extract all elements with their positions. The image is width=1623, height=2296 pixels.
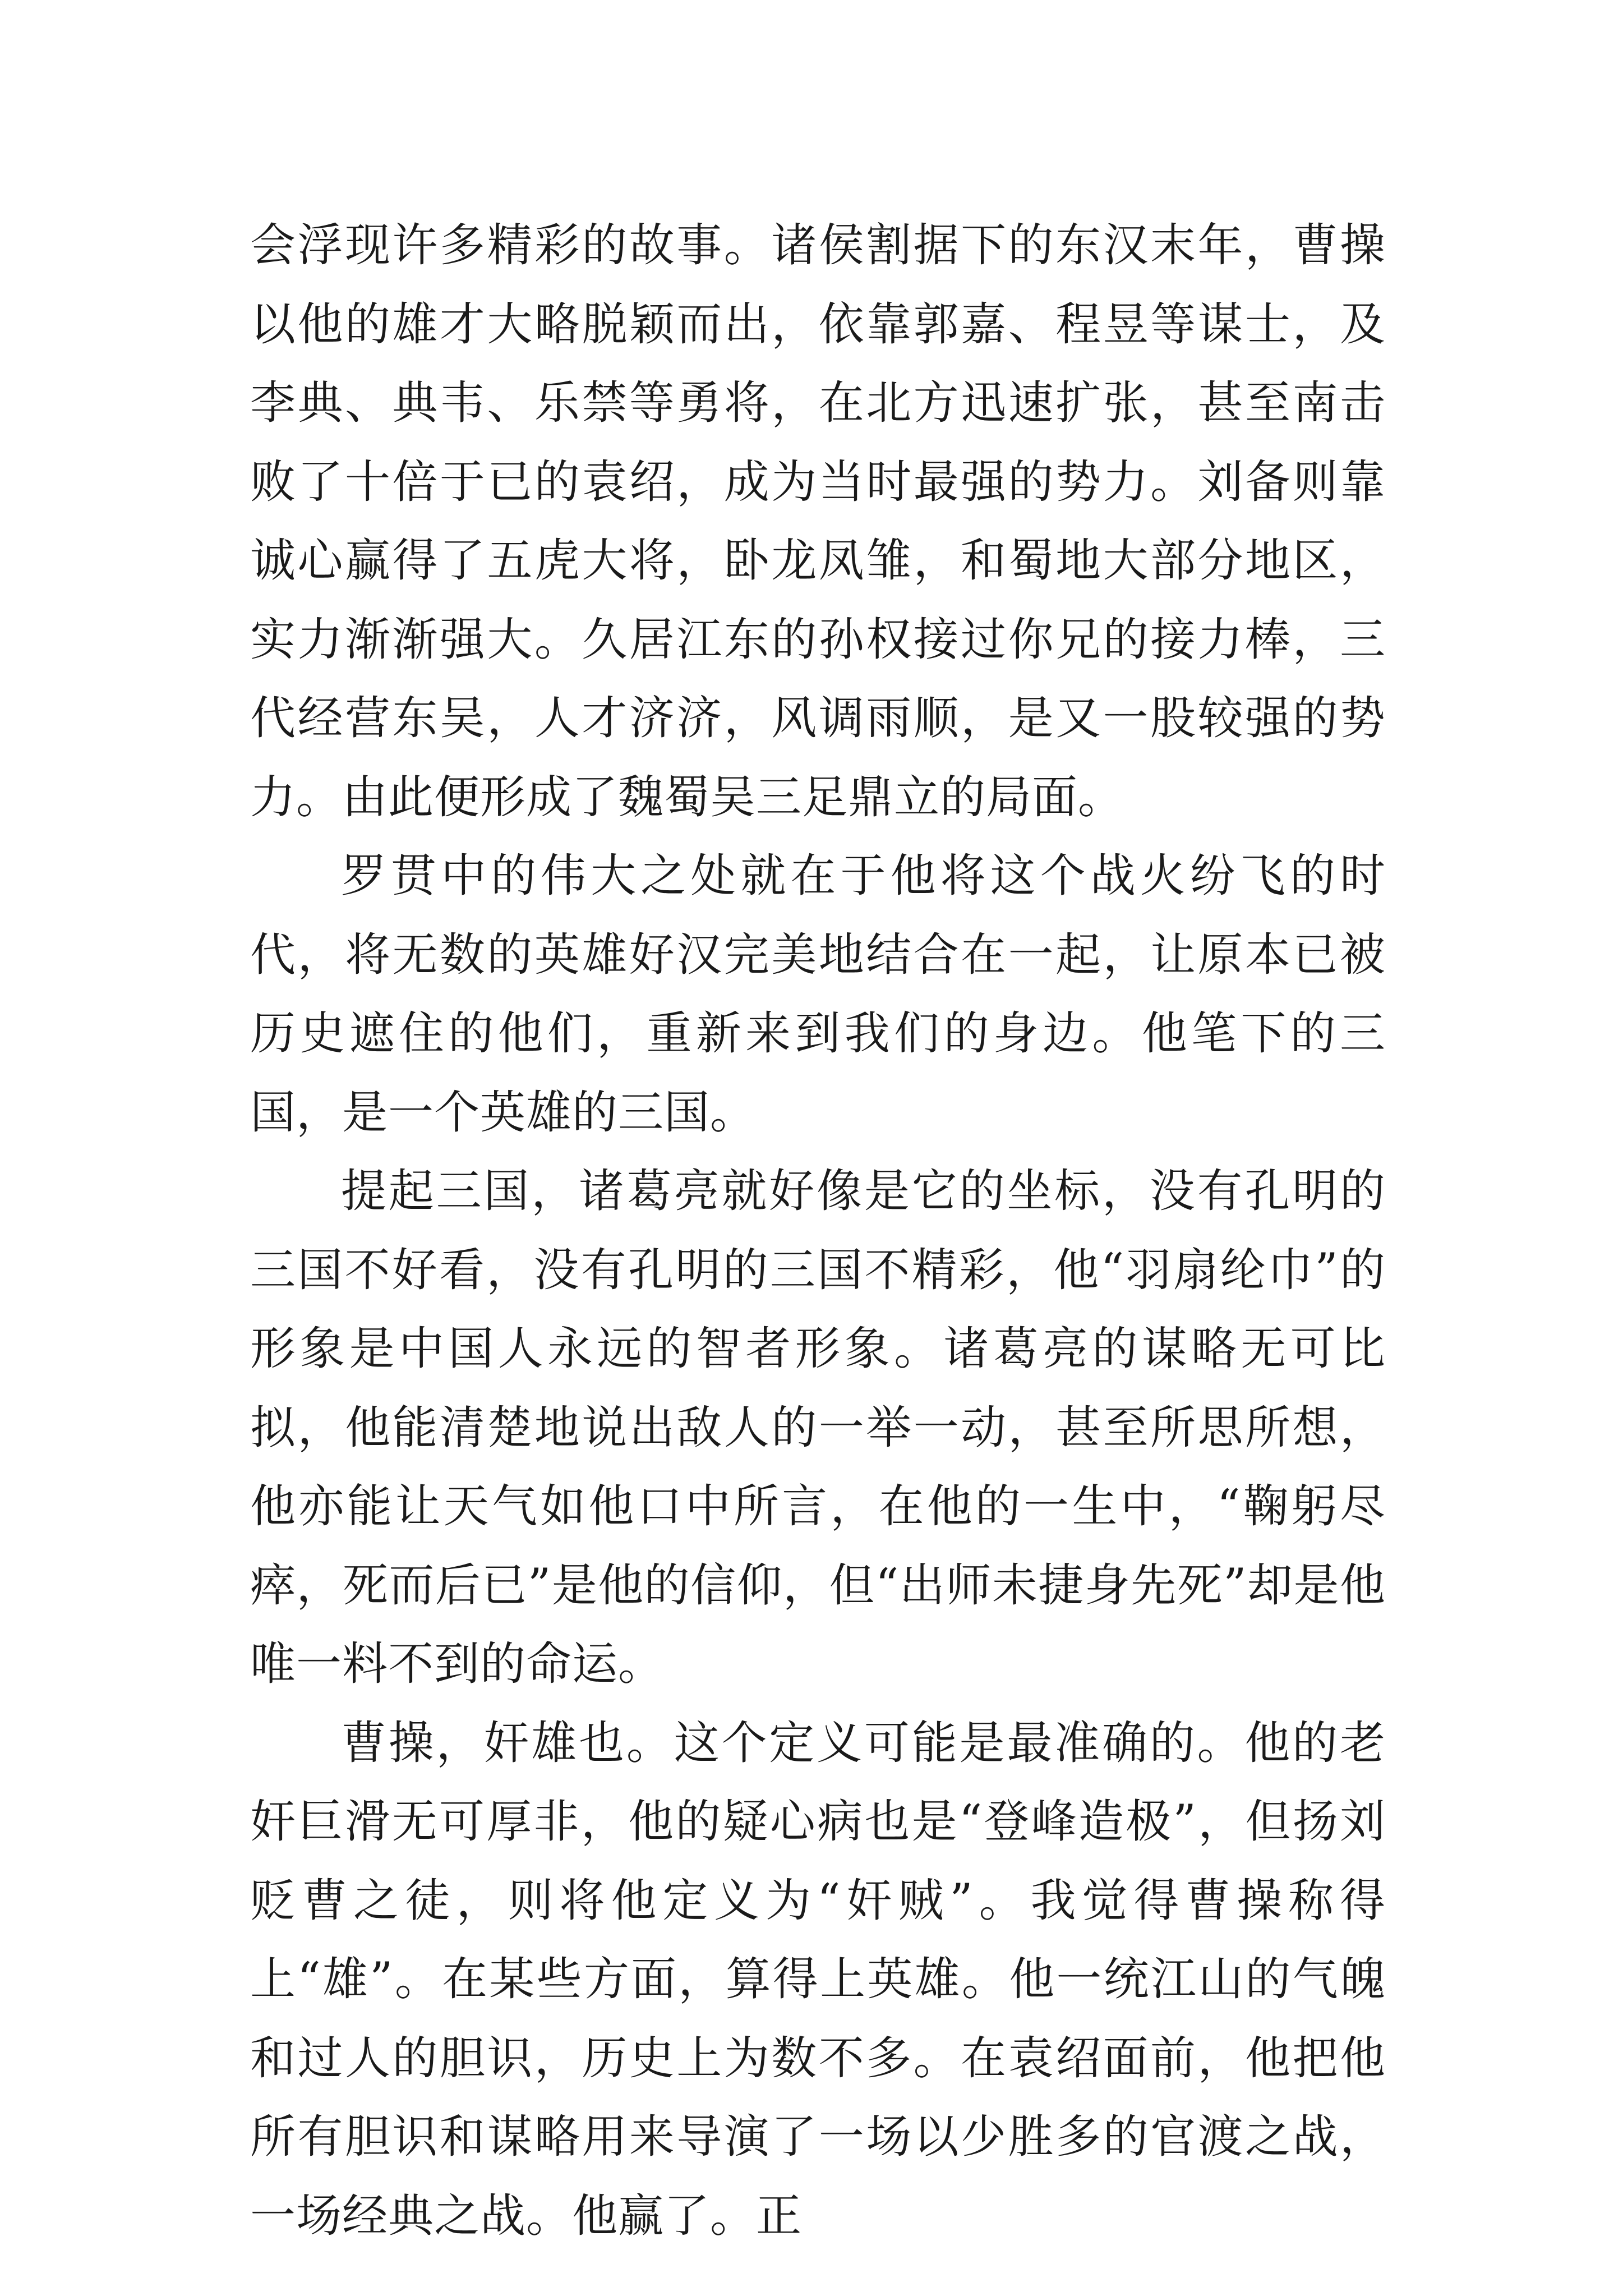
- paragraph-4: 曹操，奸雄也。这个定义可能是最准确的。他的老奸巨滑无可厚非，他的疑心病也是“登峰造极”，但扬刘贬曹之徒，则将他定义为“奸贼”。我觉得曹操称得上“雄”。在某些方面，算得上英雄。他一统江山的气魄和过人的胆识，历史上为数不多。在袁绍面前，他把他所有胆识和谋略用来导演了一场以少胜多的官渡之战，一场经典之战。他赢了。正: [250, 1717, 1386, 2243]
- body-text: [250, 206, 1386, 2256]
- paragraph-2: 罗贯中的伟大之处就在于他将这个战火纷飞的时代，将无数的英雄好汉完美地结合在一起，让原本已被历史遮住的他们，重新来到我们的身边。他笔下的三国，是一个英雄的三国。: [250, 850, 1386, 1139]
- paragraph-3: 提起三国，诸葛亮就好像是它的坐标，没有孔明的三国不好看，没有孔明的三国不精彩，他“羽扇纶巾”的形象是中国人永远的智者形象。诸葛亮的谋略无可比拟，他能清楚地说出敌人的一举一动，甚至所思所想，他亦能让天气如他口中所言，在他的一生中，“鞠躬尽瘁，死而后已”是他的信仰，但“出师未捷身先死”却是他唯一料不到的命运。: [250, 1165, 1386, 1691]
- paragraph-1: 会浮现许多精彩的故事。诸侯割据下的东汉末年，曹操以他的雄才大略脱颖而出，依靠郭嘉、程昱等谋士，及李典、典韦、乐禁等勇将，在北方迅速扩张，甚至南击败了十倍于已的袁绍，成为当时最强的势力。刘备则靠诚心赢得了五虎大将，卧龙凤雏，和蜀地大部分地区，实力渐渐强大。久居江东的孙权接过你兄的接力棒，三代经营东吴，人才济济，风调雨顺，是又一股较强的势力。由此便形成了魏蜀吴三足鼎立的局面。: [250, 219, 1386, 824]
